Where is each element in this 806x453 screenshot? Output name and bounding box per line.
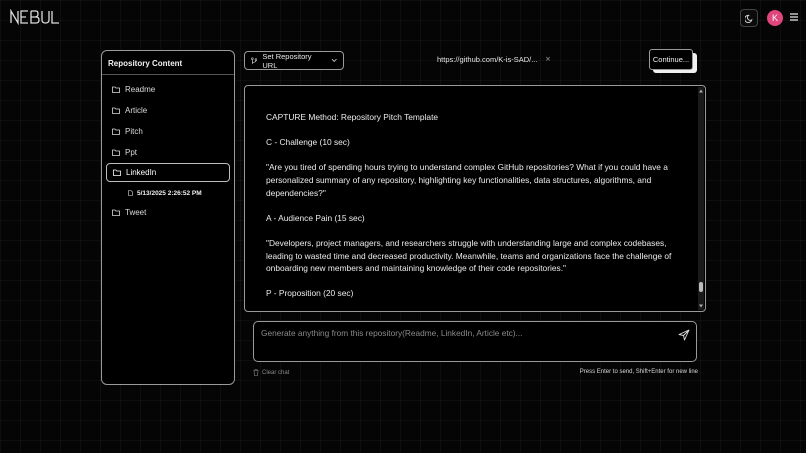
scroll-up-arrow-icon[interactable] <box>698 88 704 94</box>
content-scrollbar[interactable] <box>698 87 704 310</box>
generated-content-text <box>266 111 681 312</box>
send-icon[interactable] <box>678 329 690 341</box>
content-paragraph: "Are you tired of spending hours trying to understand complex GitHub repositories? What if you could have a personalized summary of any repository, highlighting key functionalities, data structures, algorithms, and dependencies?" <box>266 162 668 198</box>
file-icon <box>128 190 133 196</box>
moon-icon <box>745 14 754 23</box>
sidebar-item-linkedin[interactable] <box>106 163 230 182</box>
theme-toggle-button[interactable] <box>740 9 758 27</box>
hamburger-menu-icon[interactable] <box>789 12 799 22</box>
sidebar-item-readme[interactable] <box>106 80 230 98</box>
content-paragraph: C - Challenge (10 sec) <box>266 137 350 148</box>
sidebar-item-label: Ppt <box>125 147 138 157</box>
folder-open-icon <box>113 169 121 176</box>
set-repository-url-button[interactable] <box>244 51 344 70</box>
sidebar-item-tweet[interactable] <box>106 203 230 221</box>
folder-icon <box>112 149 120 156</box>
sidebar-subitem-label: 5/13/2025 2:26:52 PM <box>137 189 202 197</box>
set-url-label: Set Repository URL <box>262 51 312 70</box>
sidebar-divider <box>102 74 234 75</box>
scroll-down-arrow-icon[interactable] <box>698 303 704 309</box>
sidebar-item-label: Readme <box>125 84 156 94</box>
sidebar-item-label: Pitch <box>125 126 143 136</box>
repository-content-sidebar <box>101 50 235 385</box>
folder-icon <box>112 128 120 135</box>
chevron-down-icon <box>331 58 337 63</box>
sidebar-item-label: LinkedIn <box>126 168 157 177</box>
content-paragraph: A - Audience Pain (15 sec) <box>266 212 365 223</box>
clear-chat-label: Clear chat <box>262 369 290 376</box>
folder-icon <box>112 107 120 114</box>
generated-content-pane[interactable] <box>244 85 706 312</box>
nebula-logo <box>10 9 62 25</box>
content-paragraph: "Developers, project managers, and researchers struggle with understanding large and complex codebases, leading to wasted time and decreased productivity. Meanwhile, teams and organizations face the challenge of onboarding new members and maintaining knowledge of their code repositories." <box>266 237 672 274</box>
sidebar-item-ppt[interactable] <box>106 143 230 161</box>
scrollbar-thumb[interactable] <box>699 282 703 292</box>
sidebar-item-pitch[interactable] <box>106 122 230 140</box>
keyboard-hint: Press Enter to send, Shift+Enter for new line <box>579 369 698 375</box>
sidebar-item-label: Tweet <box>125 207 147 217</box>
prompt-input[interactable] <box>261 328 661 338</box>
sidebar-item-article[interactable] <box>106 101 230 119</box>
sidebar-item-label: Article <box>125 105 148 115</box>
folder-icon <box>112 86 120 93</box>
prompt-box <box>253 321 697 362</box>
trash-icon <box>253 369 259 376</box>
repository-url-text: https://github.com/K-is-SAD/... <box>437 55 538 64</box>
content-paragraph: CAPTURE Method: Repository Pitch Template <box>266 112 439 122</box>
git-branch-icon <box>251 57 257 65</box>
clear-chat-button[interactable] <box>253 369 289 376</box>
folder-icon <box>112 209 120 216</box>
user-avatar[interactable]: K <box>767 10 783 26</box>
sidebar-subitem-linkedin-entry[interactable] <box>128 187 202 199</box>
clear-url-button[interactable]: × <box>545 55 551 63</box>
content-paragraph: P - Proposition (20 sec) <box>266 288 354 299</box>
continue-button[interactable]: Continue... <box>649 49 693 70</box>
sidebar-title: Repository Content <box>108 59 183 68</box>
